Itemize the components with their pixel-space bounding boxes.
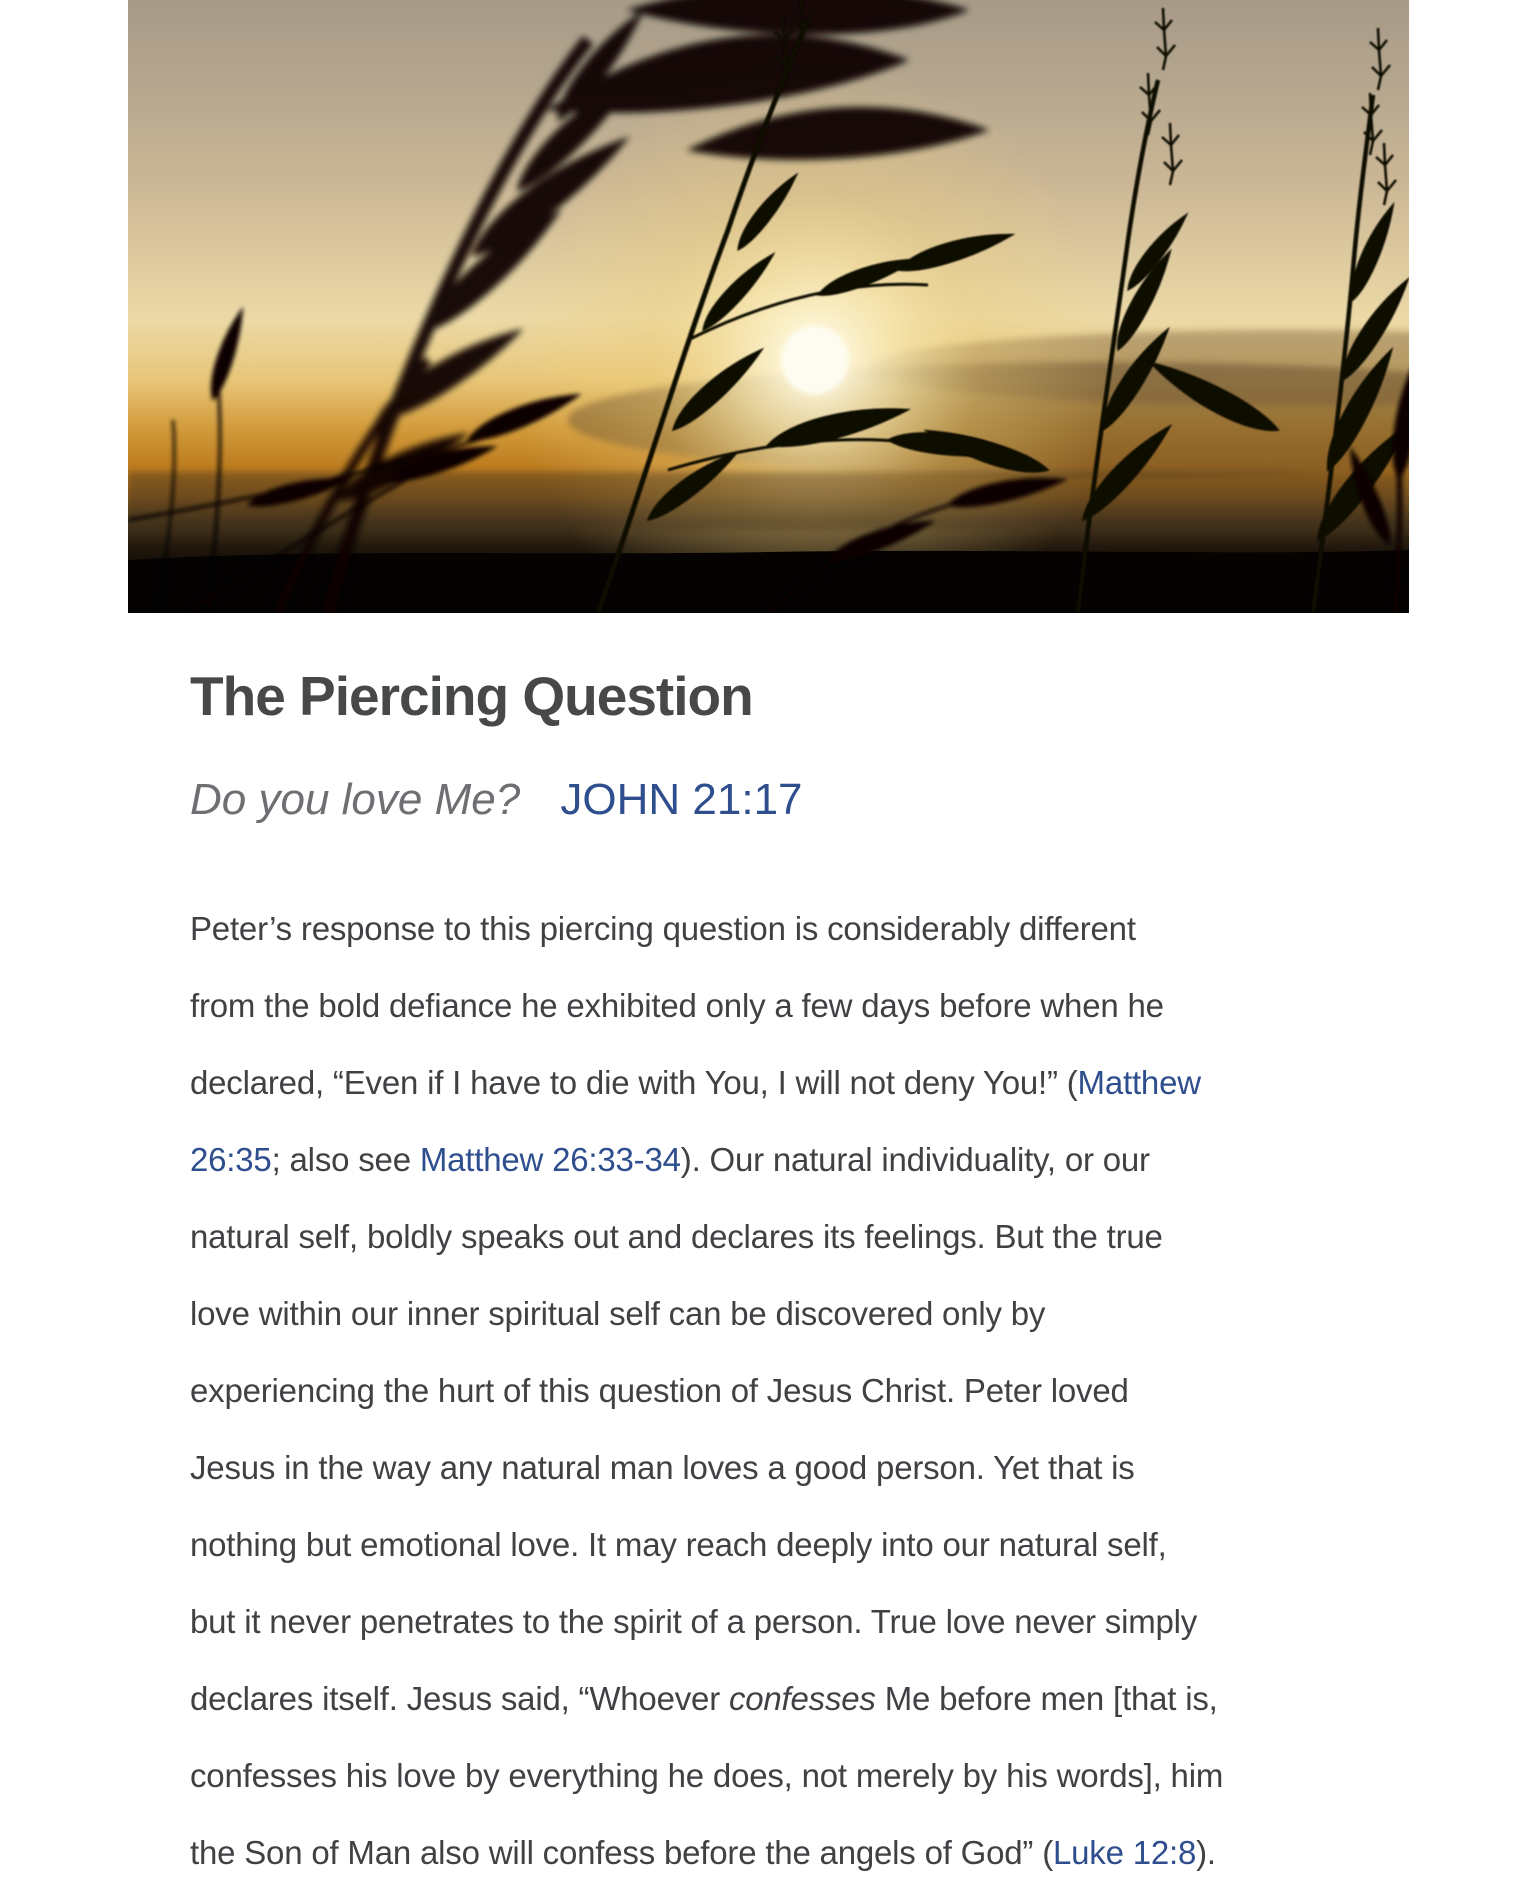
body-text: declared, “Even if I have to die with You, I will not deny You!” ( (190, 1064, 1078, 1101)
body-text: declares itself. Jesus said, “Whoever (190, 1680, 729, 1717)
body-text: ). Our natural individuality, or our (680, 1141, 1150, 1178)
subtitle-quote: Do you love Me? (190, 775, 521, 824)
body-text: love within our inner spiritual self can be discovered only by (190, 1295, 1046, 1332)
body-text: nothing but emotional love. It may reach deeply into our natural self, (190, 1526, 1167, 1563)
body-text: confesses his love by everything he does, not merely by his words], him (190, 1757, 1224, 1794)
body-text: the Son of Man also will confess before the angels of God” ( (190, 1834, 1053, 1871)
body-text: ; also see (271, 1141, 420, 1178)
body-text: ). (1196, 1834, 1216, 1871)
paragraph-line (190, 1814, 1420, 1891)
paragraph-line (190, 1660, 1420, 1737)
body-text: but it never penetrates to the spirit of a person. True love never simply (190, 1603, 1198, 1640)
paragraph-line (190, 1275, 1420, 1352)
paragraph-line (190, 967, 1420, 1044)
article-paragraph (190, 890, 1420, 1891)
scripture-link[interactable]: Matthew 26:33-34 (419, 1141, 681, 1178)
scripture-link[interactable]: Luke 12:8 (1052, 1834, 1197, 1871)
subtitle-scripture-link[interactable]: JOHN 21:17 (560, 775, 803, 824)
scripture-link[interactable]: Matthew (1077, 1064, 1201, 1101)
body-text: Me before men [that is, (875, 1680, 1218, 1717)
scripture-link[interactable]: 26:35 (190, 1141, 272, 1178)
paragraph-line (190, 1429, 1420, 1506)
paragraph-line (190, 1044, 1420, 1121)
paragraph-line (190, 1121, 1420, 1198)
paragraph-line (190, 1583, 1420, 1660)
paragraph-line (190, 890, 1420, 967)
paragraph-line (190, 1352, 1420, 1429)
body-text: natural self, boldly speaks out and declares its feelings. But the true (190, 1218, 1163, 1255)
paragraph-line (190, 1506, 1420, 1583)
paragraph-line (190, 1198, 1420, 1275)
body-text: Peter’s response to this piercing question is considerably different (190, 910, 1136, 947)
body-text: Jesus in the way any natural man loves a good person. Yet that is (190, 1449, 1135, 1486)
body-text: from the bold defiance he exhibited only a few days before when he (190, 987, 1164, 1024)
article-subtitle (190, 772, 803, 827)
paragraph-line (190, 1737, 1420, 1814)
body-text: experiencing the hurt of this question of Jesus Christ. Peter loved (190, 1372, 1129, 1409)
page-title: The Piercing Question (190, 665, 753, 727)
emphasis-text: confesses (728, 1680, 876, 1717)
